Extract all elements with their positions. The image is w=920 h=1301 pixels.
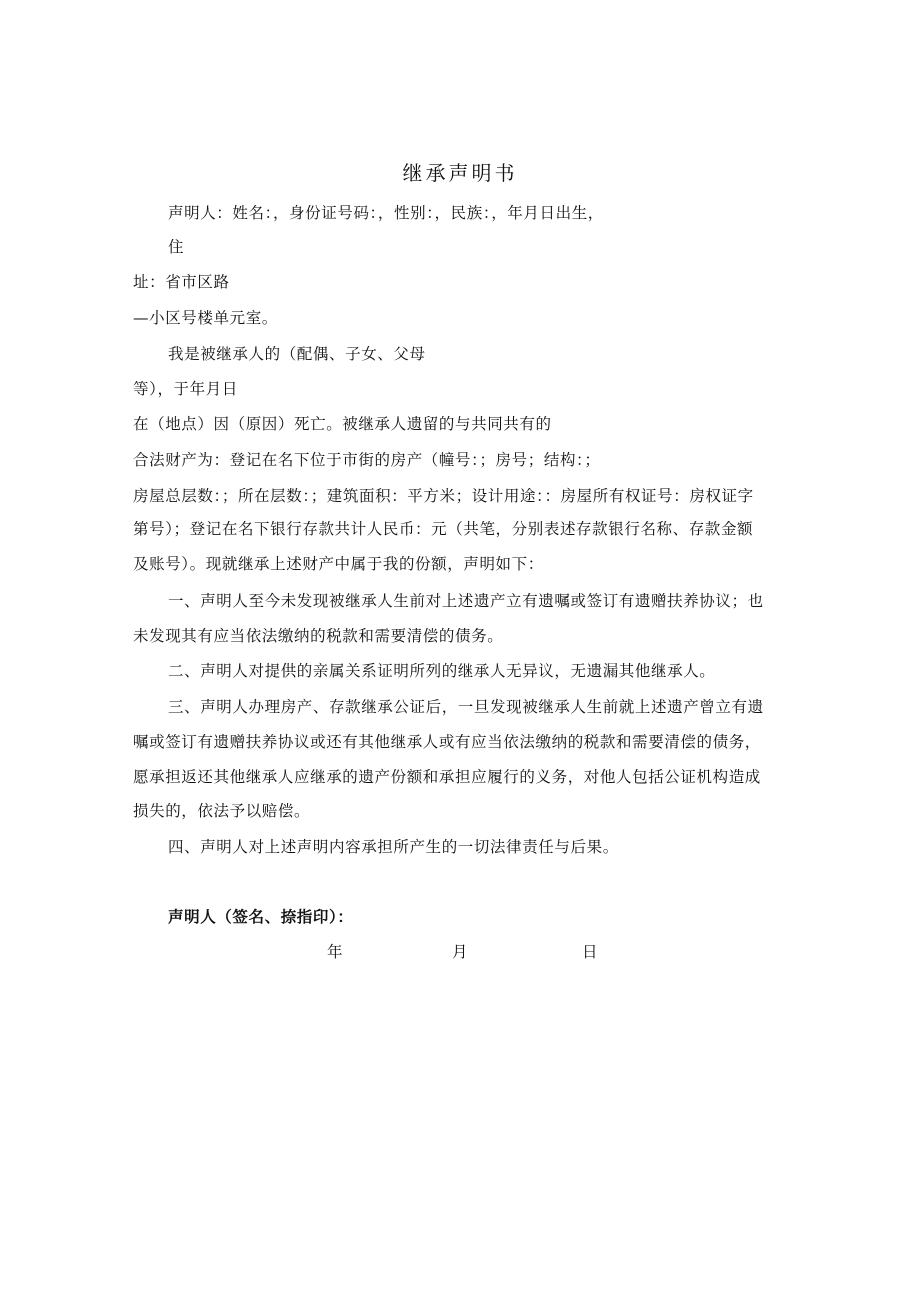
clause-three-line-3: 愿承担返还其他继承人应继承的遗产份额和承担应履行的义务，对他人包括公证机构造成 bbox=[133, 768, 761, 786]
property-line-1: 合法财产为：登记在名下位于市街的房产（幢号：；房号；结构：； bbox=[133, 451, 601, 469]
property-line-4: 及账号）。现就继承上述财产中属于我的份额，声明如下： bbox=[133, 555, 544, 573]
clause-one-line-2: 未发现其有应当依法缴纳的税款和需要清偿的债务。 bbox=[133, 627, 504, 645]
place-of-death-line: 在（地点）因（原因）死亡。被继承人遗留的与共同共有的 bbox=[133, 415, 552, 433]
date-day: 日 bbox=[582, 943, 598, 961]
clause-three-line-1: 三、声明人办理房产、存款继承公证后，一旦发现被继承人生前就上述遗产曾立有遗 bbox=[168, 698, 764, 716]
clause-three-line-4: 损失的，依法予以赔偿。 bbox=[133, 802, 311, 820]
clause-two-line: 二、声明人对提供的亲属关系证明所列的继承人无异议，无遗漏其他继承人。 bbox=[168, 662, 716, 680]
date-of-death-line: 等），于年月日 bbox=[133, 380, 238, 398]
clause-three-line-2: 嘱或签订有遗赠扶养协议或还有其他继承人或有应当依法缴纳的税款和需要清偿的债务， bbox=[133, 733, 761, 751]
address-detail-line: —小区号楼单元室。 bbox=[133, 309, 278, 327]
date-year: 年 bbox=[327, 943, 343, 961]
declarant-info-line: 声明人：姓名：，身份证号码：，性别：，民族：，年月日出生， bbox=[168, 204, 604, 222]
date-month: 月 bbox=[452, 943, 468, 961]
signature-label: 声明人（签名、捺指印）： bbox=[168, 907, 354, 926]
document-title: 继承声明书 bbox=[402, 161, 518, 185]
address-label-line: 住 bbox=[168, 238, 185, 256]
clause-one-line-1: 一、声明人至今未发现被继承人生前对上述遗产立有遗嘱或签订有遗赠扶养协议；也 bbox=[168, 592, 764, 610]
relationship-line: 我是被继承人的（配偶、子女、父母 bbox=[168, 345, 426, 363]
property-line-2: 房屋总层数：；所在层数：；建筑面积：平方米；设计用途：：房屋所有权证号：房权证字 bbox=[133, 487, 754, 505]
property-line-3: 第号）；登记在名下银行存款共计人民币：元（共笔，分别表述存款银行名称、存款金额 bbox=[133, 520, 754, 538]
address-line: 址：省市区路 bbox=[133, 273, 230, 291]
clause-four-line: 四、声明人对上述声明内容承担所产生的一切法律责任与后果。 bbox=[168, 838, 619, 856]
